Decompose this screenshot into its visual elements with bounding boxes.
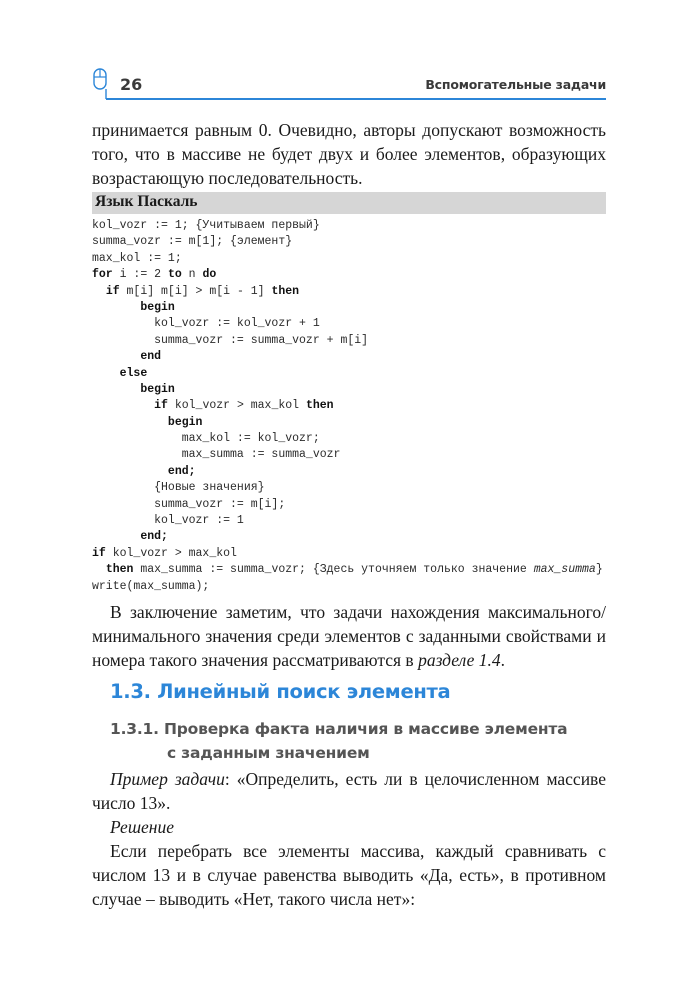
code-text (92, 350, 140, 363)
code-keyword: to (167, 268, 182, 282)
code-line (92, 398, 606, 414)
subsection-heading-line2: с заданным значением (167, 744, 370, 762)
code-text (92, 530, 140, 543)
code-line (92, 300, 606, 316)
mouse-icon (92, 66, 114, 100)
code-keyword: end; (167, 464, 196, 478)
code-line (92, 218, 606, 234)
code-text: kol_vozr := 1; {Учитываем первый} (92, 219, 320, 232)
subsection-heading (110, 717, 567, 765)
code-keyword: for (92, 268, 113, 282)
code-line (92, 284, 606, 300)
code-line (92, 447, 606, 463)
code-keyword: end (140, 350, 162, 364)
subsection-heading-line1: 1.3.1. Проверка факта наличия в массиве элемента (110, 720, 568, 738)
code-line (92, 529, 606, 545)
code-text: kol_vozr := 1 (92, 514, 244, 528)
code-keyword: do (202, 268, 217, 282)
code-text (92, 301, 140, 314)
code-text (92, 383, 140, 396)
header-rule (114, 98, 606, 100)
code-text: max_summa (533, 563, 596, 577)
code-text: max_summa := summa_vozr; {Здесь уточняем только значение (133, 563, 534, 577)
solution-label: Решение (110, 817, 175, 837)
code-text: kol_vozr := kol_vozr + 1 (92, 317, 320, 331)
code-keyword: end; (140, 530, 168, 544)
code-line (92, 333, 606, 349)
code-keyword: if (105, 284, 120, 298)
example-text: : «Определить, есть ли в целочисленном массиве число 13». (92, 769, 606, 813)
code-line (92, 513, 606, 529)
code-line (92, 234, 606, 250)
running-title: Вспомогательные задачи (425, 77, 606, 92)
code-text: summa_vozr := summa_vozr + m[i] (92, 333, 369, 347)
code-line (92, 497, 606, 513)
conclusion-paragraph (92, 600, 606, 672)
example-label: Пример задачи (110, 769, 225, 789)
code-keyword: then (271, 284, 300, 298)
code-line (92, 579, 606, 595)
code-keyword: if (92, 546, 106, 560)
code-text (92, 285, 106, 298)
code-line (92, 267, 606, 283)
code-line (92, 464, 606, 480)
code-text (92, 563, 106, 576)
code-keyword: begin (167, 415, 203, 429)
code-keyword: then (305, 399, 334, 413)
conclusion-end: . (500, 650, 506, 670)
conclusion-text: В заключение заметим, что задачи нахождения максимального/минимального значения среди элементов с заданными свойствами и номера такого значения рассматриваются в (92, 602, 606, 670)
code-text (92, 367, 120, 380)
code-text: kol_vozr > max_kol (105, 546, 237, 560)
code-text: m[i] m[i] > m[i - 1] (119, 284, 272, 298)
code-line (92, 431, 606, 447)
code-text: kol_vozr > max_kol (167, 399, 306, 413)
section-heading: 1.3. Линейный поиск элемента (110, 680, 451, 703)
code-text: max_summa := summa_vozr (92, 448, 341, 462)
intro-paragraph: принимается равным 0. Очевидно, авторы допускают возможность того, что в массиве не будет двух и более элементов, образующих возрастающую последовательность. (92, 120, 606, 188)
code-language-label: Язык Паскаль (95, 193, 198, 210)
code-line (92, 382, 606, 398)
code-text (92, 416, 168, 429)
code-keyword: then (105, 563, 134, 577)
code-line (92, 349, 606, 365)
page-number: 26 (120, 75, 143, 94)
page-header (92, 66, 606, 100)
code-line (92, 562, 606, 578)
code-text (92, 465, 168, 478)
code-line (92, 415, 606, 431)
code-line (92, 251, 606, 267)
section-reference: разделе 1.4 (418, 650, 501, 670)
example-paragraph (92, 767, 606, 815)
code-text: n (181, 268, 203, 282)
code-line (92, 316, 606, 332)
code-text: summa_vozr := m[1]; {элемент} (92, 235, 293, 249)
code-keyword: begin (140, 300, 175, 314)
code-text: {Новые значения} (92, 481, 265, 495)
code-keyword: if (154, 399, 168, 413)
code-keyword: begin (140, 382, 175, 396)
code-line (92, 480, 606, 496)
code-language-bar (92, 192, 606, 214)
code-text: max_kol := kol_vozr; (92, 432, 320, 446)
code-listing (92, 218, 606, 595)
code-text: } (595, 563, 603, 577)
code-keyword: else (119, 366, 148, 380)
code-text: i := 2 (112, 268, 168, 282)
code-text (92, 399, 154, 412)
code-line (92, 366, 606, 382)
code-text: summa_vozr := m[i]; (92, 497, 286, 511)
code-text: write(max_summa); (92, 579, 210, 593)
code-line (92, 546, 606, 562)
code-text: max_kol := 1; (92, 251, 182, 265)
solution-paragraph: Если перебрать все элементы массива, каждый сравнивать с числом 13 и в случае равенства выводить «Да, есть», в противном случае – выводить «Нет, такого числа нет»: (92, 841, 606, 909)
